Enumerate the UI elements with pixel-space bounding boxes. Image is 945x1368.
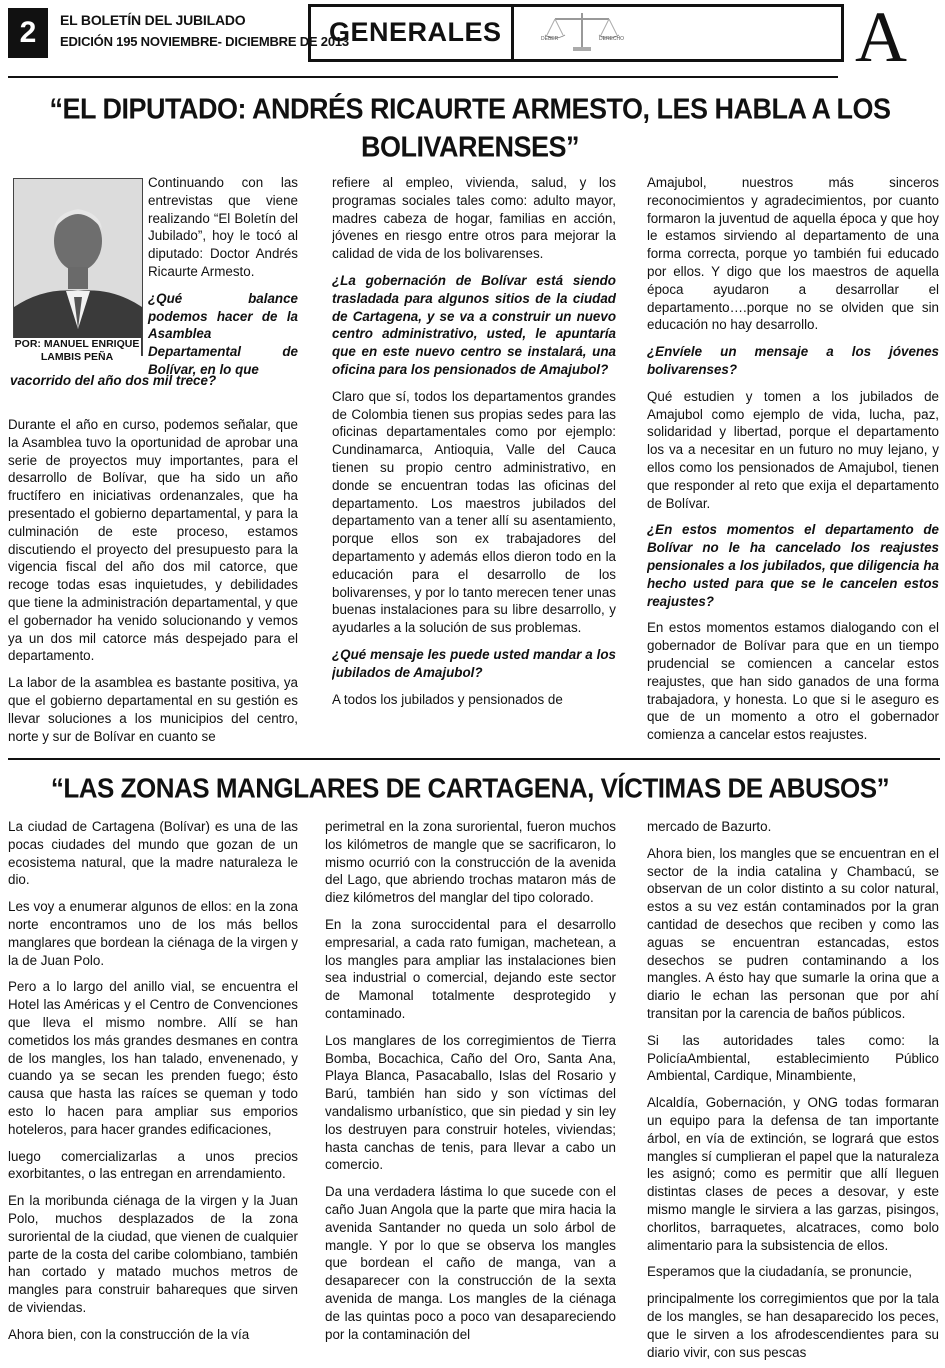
paragraph: Alcaldía, Gobernación, y ONG todas formaran un equipo para la defensa de tan importante árbol, en vía de extinción, se logrará que estos mangles sí cumplieran el papel que la naturaleza les asignó; como es permitir que allí lleguen distintas clases de peces a desovar, y este mismo mangle le sirviera a las garzas, pisingos, chorlitos, barraquetes, alcatraces, como bolo alimentario para la subsistencia de ellos. xyxy=(647,1095,939,1253)
question-5: ¿En estos momentos el departamento de Bolívar no le ha cancelado los reajustes pensionales a los jubilados, que diligencia ha hecho usted para que se le cancelen estos reajustes? xyxy=(647,522,939,609)
paragraph: Los manglares de los corregimientos de Tierra Bomba, Bocachica, Caño del Oro, Santa Ana, Playa Blanca, Pasacaballo, Islas del Rosario y Barú, también han sido y son víctimas del vandalismo urbanístico, que sin piedad y sin ley los destruyen para construir hoteles, viviendas; hasta canchas de tenis, para llevar a cabo un comercio. xyxy=(325,1032,616,1173)
page-number: 2 xyxy=(8,8,48,58)
photo-caption: POR: MANUEL ENRIQUE LAMBIS PEÑA xyxy=(14,338,140,363)
intro-paragraph: Continuando con las entrevistas que viene realizando “El Boletín del Jubilado”, hoy le tocó al diputado: Doctor Andrés Ricaurte Armesto. xyxy=(148,175,298,279)
paragraph: refiere al empleo, vivienda, salud, y los programas sociales tales como: adulto mayor, madres cabeza de hogar, familias en acción, jóvenes en riesgo entre otros para mejorar la calidad de vida de los bolivarenses. xyxy=(332,175,616,262)
paragraph: En estos momentos estamos dialogando con el gobernador de Bolívar para que en un tiempo prudencial se comiencen a cancelar estos reajustes, que han sido ganados de una forma trabajadora, y honesta. Lo que si le aseguro es que de un momento a otro el gobernador comienza a cancelar estos reajustes. xyxy=(647,620,939,743)
question-2: ¿La gobernación de Bolívar está siendo trasladada para algunos sitios de la ciudad de Cartagena, y se va a construir un nuevo centro administrativo, usted, le apuntaría que en este nuevo centro se instalará, una oficina para los pensionados de Amajubol? xyxy=(332,272,616,377)
paragraph: En la moribunda ciénaga de la virgen y la Juan Polo, muchos desplazados de la zona suroriental de la ciudad, que vienen de cualquier parte de la costa del caribe colombiano, también han cortado y matado muchos metros de mangles para construir bahareques que sirven de viviendas. xyxy=(8,1193,298,1315)
article1-col1 xyxy=(8,416,298,754)
paragraph: Durante el año en curso, podemos señalar, que la Asamblea tuvo la oportunidad de aprobar una serie de proyectos muy importantes, para el desarrollo de Bolívar, que ha sido un año fructífero en iniciativas ordenanzales, que ha presentado el gobierno departamental, y para la culminación de este proceso, estamos discutiendo el proyecto del presupuesto para la vigencia fiscal del año dos mil catorce, que recoge todas esas inquietudes, y debilidades que tiene la administración departamental, y que el gobernador ha venido solucionando y vemos ya un dos mil catorce más despejado para el departamento. xyxy=(8,417,298,664)
section-banner xyxy=(308,4,844,62)
article1-title: “EL DIPUTADO: ANDRÉS RICAURTE ARMESTO, LES HABLA A LOS BOLIVARENSES” xyxy=(49,93,891,163)
paragraph: Esperamos que la ciudadanía, se pronuncie, xyxy=(647,1264,913,1280)
scale-right-label: DERECHO xyxy=(599,36,625,42)
paragraph: perimetral en la zona suroriental, fueron muchos los kilómetros de mangle que se sacrificaron, lo mismo ocurrió con la construcción de la avenida del Lago, que abriendo trochas mataron más de diez kilómetros del manglar del tipo colorado. xyxy=(325,819,616,906)
article-divider xyxy=(8,758,940,760)
article1-col2 xyxy=(332,174,616,754)
author-photo xyxy=(13,178,143,356)
article2-col1 xyxy=(8,818,298,1366)
article2-col2 xyxy=(325,818,616,1366)
paragraph: La labor de la asamblea es bastante positiva, ya que el gobierno departamental en su gestión es llevar soluciones a los municipios del centro, norte y sur de Bolívar en cuanto se xyxy=(8,675,298,744)
question-3: ¿Qué mensaje les puede usted mandar a los jubilados de Amajubol? xyxy=(332,646,616,680)
article2-title: “LAS ZONAS MANGLARES DE CARTAGENA, VÍCTIMAS DE ABUSOS” xyxy=(50,772,890,804)
edition-info: EDICIÓN 195 NOVIEMBRE- DICIEMBRE DE 2013 xyxy=(60,34,349,49)
paragraph: Da una verdadera lástima lo que sucede con el caño Juan Angola que la parte que mira hacia la avenida Santander no queda un solo árbol de mangle. Y por lo que se observa los mangles que bordean el caño de manga, van a desaparecer con la construcción de la sexta avenida de manga. Los mangles de la ciénaga de las quintas poco a poco van desapareciendo por la contaminación del xyxy=(325,1184,616,1342)
question-4: ¿Envíele un mensaje a los jóvenes bolivarenses? xyxy=(647,344,939,377)
paragraph: Si las autoridades tales como: la PolicíaAmbiental, establecimiento Público Ambiental, Cardique, Minambiente, xyxy=(647,1032,939,1084)
article2-col3 xyxy=(647,818,939,1366)
paragraph: Amajubol, nuestros más sinceros reconocimientos y agradecimientos, por cuanto formaron la juventud de aquella época y que hoy le estamos sirviendo al departamento de una forma correcta, porque yo también fui educado por ellos. Y digo que los maestros de aquella época ayudaron a desarrollar el departamento….porque no se olviden que sin educación no hay desarrollo. xyxy=(647,175,939,333)
paragraph: Ahora bien, con la construcción de la vía xyxy=(8,1326,250,1342)
section-title: GENERALES xyxy=(329,17,502,47)
publication-name: EL BOLETÍN DEL JUBILADO xyxy=(60,12,246,28)
paragraph: La ciudad de Cartagena (Bolívar) es una de las pocas ciudades del mundo que gozan de un ecosistema natural, que la madre naturaleza le dio. xyxy=(8,819,298,888)
paragraph: Qué estudien y tomen a los jubilados de Amajubol como ejemplo de vida, lucha, paz, solidaridad y libertad, porque el departamento los va a necesitar en un futuro no muy lejano, y ellos como los pensionados de Amajubol, tienen que responder al reto que exija el departamento de Bolívar. xyxy=(647,388,939,511)
header-rule xyxy=(8,76,838,78)
paragraph: A todos los jubilados y pensionados de xyxy=(332,691,563,707)
paragraph: principalmente los corregimientos que por la tala de los mangles, se han desaparecido los peces, que le sirven a los afrodescendientes para su diario vivir, con sus pescas xyxy=(647,1291,939,1360)
scale-left-label: DEBER xyxy=(541,36,559,42)
paragraph: Claro que sí, todos los departamentos grandes de Colombia tienen sus propias sedes para las oficinas departamentales como por ejemplo: Cundinamarca, Antioquia, Valle del Cauca tienen su propio centro administrativo, en donde se encuentran todas las oficinas del departamento. Los maestros jubilados del departamento van a tener allí su asentamiento, porque ellos son ex trabajadores del departamento y además ellos dieron todo en la educación para el desarrollo de los bolivarenses, y por lo tanto merecen tener unas buenas instalaciones para su libre desarrollo, y ayudarles a la solución de sus problemas. xyxy=(332,388,616,636)
article1-col1-intro xyxy=(148,174,298,379)
scales-of-justice-icon xyxy=(537,9,627,55)
paragraph: Pero a lo largo del anillo vial, se encuentra el Hotel las Américas y el Centro de Convenciones que lleva el mismo nombre. Allí se han cometidos los más grandes desmanes en contra de los mangles, los han talado, envenenado, y cuando ya se secan les prenden fuego; ésto causa que hasta las raíces se queman y todo esto lo hacen para ampliar sus emporios hoteleros, para hacer grandes edificaciones, xyxy=(8,979,298,1137)
paragraph: Les voy a enumerar algunos de ellos: en la zona norte encontramos uno de los más bellos manglares que bordean la ciénaga de la virgen y la de Juan Polo. xyxy=(8,899,298,968)
paragraph: luego comercializarlas a unos precios exorbitantes, o las entregan en arrendamiento. xyxy=(8,1148,298,1182)
article1-col3 xyxy=(647,174,939,754)
paragraph: En la zona suroccidental para el desarrollo empresarial, a cada rato fumigan, machetean, a los mangles para ampliar las instalaciones bien sea industrial o comercial, dejando este sector de Mamonal totalmente desprotegido y contaminado. xyxy=(325,916,616,1021)
question-1b: vacorrido del año dos mil trece? xyxy=(10,373,217,388)
paragraph: mercado de Bazurto. xyxy=(647,819,772,834)
logo-letter: A xyxy=(855,0,907,77)
paragraph: Ahora bien, los mangles que se encuentran en el sector de la india catalina y Chambacú, se observan de un color distinto a su color natural, estos a su vez están contaminados por la gran cantidad de desechos que reciben y como las aguas se encuentran estancadas, estos desechos se pudren contaminando a los mangles. A ésto hay que sumarle la orina que a diario le echan las personan que por ahí transitan por la carencia de baños públicos. xyxy=(647,845,939,1021)
question-1a: ¿Qué balance podemos hacer de la Asamblea Departamental de Bolívar, en lo que xyxy=(148,290,298,377)
